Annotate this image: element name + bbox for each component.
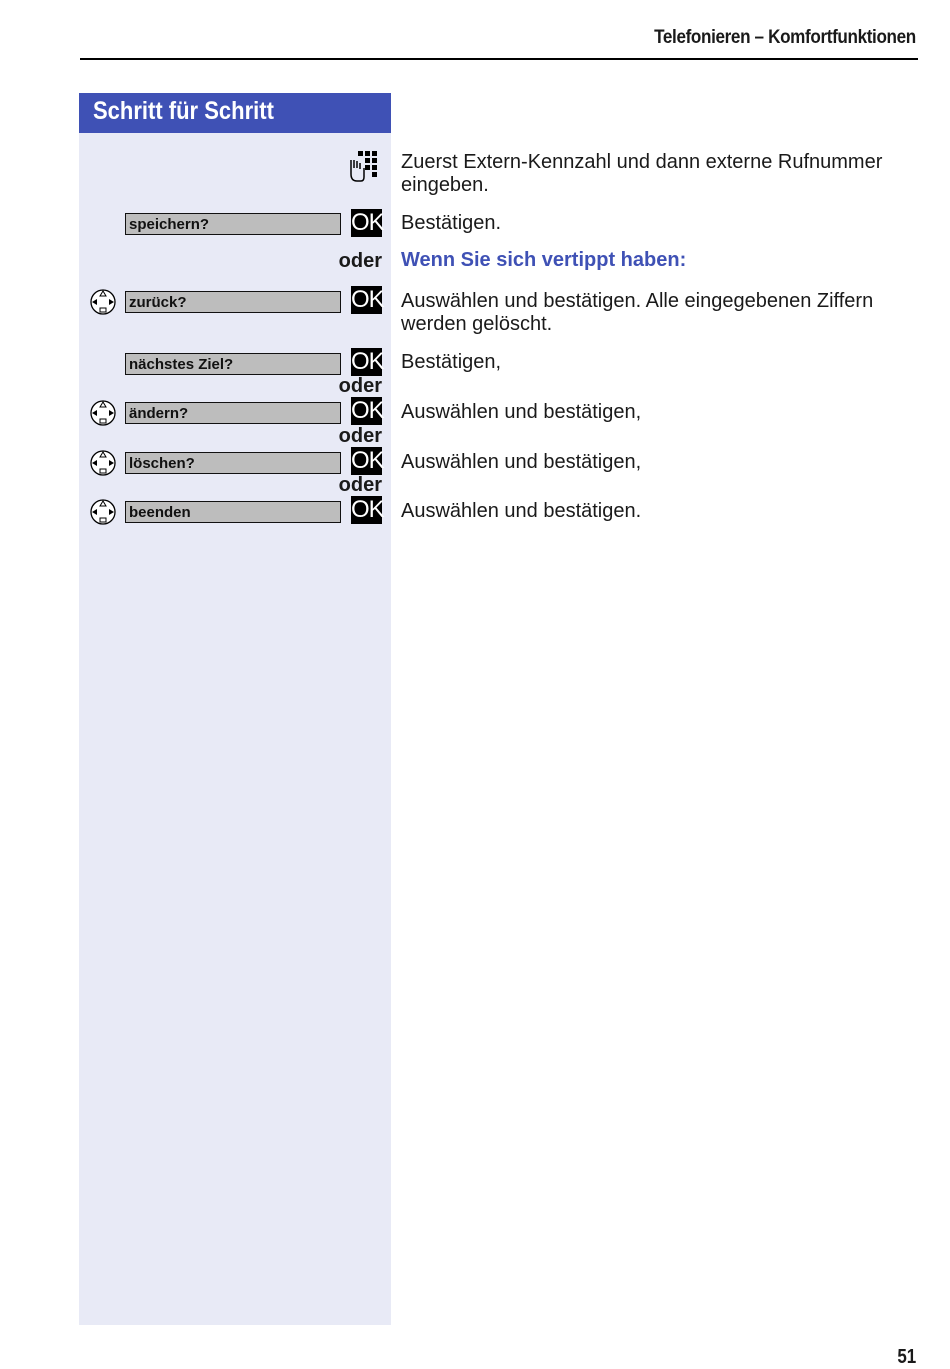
naechstes-description: Bestätigen,	[401, 351, 502, 373]
display-aendern[interactable]: ändern?	[125, 402, 341, 424]
oder-label: oder	[338, 375, 382, 397]
navigation-key-icon[interactable]	[89, 449, 117, 477]
keypad-description: Zuerst Extern-Kennzahl und dann externe Rufnummer eingeben.	[401, 151, 883, 196]
navigation-key-icon[interactable]	[89, 399, 117, 427]
ok-button[interactable]: OK	[351, 209, 384, 236]
oder-label: oder	[338, 474, 382, 496]
page-header-title: Telefonieren – Komfortfunktionen	[654, 27, 916, 48]
page-number: 51	[897, 1346, 916, 1368]
oder-label: oder	[338, 250, 382, 272]
ok-button[interactable]: OK	[351, 447, 384, 474]
ok-button[interactable]: OK	[351, 496, 384, 523]
ok-button[interactable]: OK	[351, 397, 384, 424]
step-sidebar	[79, 93, 391, 1325]
loeschen-description: Auswählen und bestätigen,	[401, 451, 642, 473]
keypad-icon	[346, 148, 382, 184]
oder-label: oder	[338, 425, 382, 447]
display-speichern[interactable]: speichern?	[125, 213, 341, 235]
navigation-key-icon[interactable]	[89, 498, 117, 526]
sidebar-header	[79, 93, 391, 133]
header-divider	[80, 58, 918, 60]
aendern-description: Auswählen und bestätigen,	[401, 401, 642, 423]
ok-button[interactable]: OK	[351, 348, 384, 375]
display-loeschen[interactable]: löschen?	[125, 452, 341, 474]
speichern-description: Bestätigen.	[401, 212, 502, 234]
beenden-description: Auswählen und bestätigen.	[401, 500, 642, 522]
zurueck-description: Auswählen und bestätigen. Alle eingegebenen Ziffern werden gelöscht.	[401, 290, 874, 335]
display-beenden[interactable]: beenden	[125, 501, 341, 523]
ok-button[interactable]: OK	[351, 286, 384, 313]
display-naechstes-ziel[interactable]: nächstes Ziel?	[125, 353, 341, 375]
display-zurueck[interactable]: zurück?	[125, 291, 341, 313]
navigation-key-icon[interactable]	[89, 288, 117, 316]
section-heading: Wenn Sie sich vertippt haben:	[401, 249, 687, 271]
sidebar-title: Schritt für Schritt	[93, 97, 274, 125]
